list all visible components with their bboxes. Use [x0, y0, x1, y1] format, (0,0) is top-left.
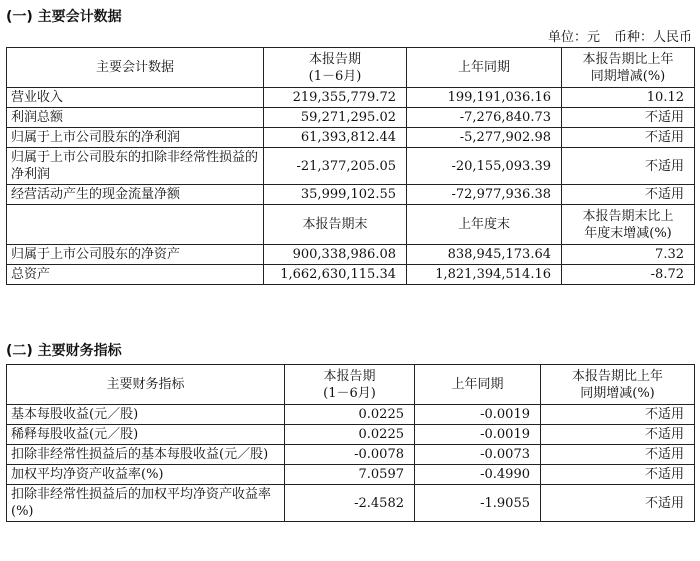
change-value: 不适用	[562, 148, 695, 185]
current-value: 35,999,102.55	[264, 185, 407, 205]
change-value: 10.12	[562, 88, 695, 108]
table-row	[7, 405, 695, 425]
row-label: 加权平均净资产收益率(%)	[7, 465, 285, 485]
current-value: 0.0225	[285, 425, 415, 445]
current-value: 1,662,630,115.34	[264, 265, 407, 285]
currency-label: 币种：人民币	[613, 30, 692, 45]
unit-currency-note	[548, 26, 692, 45]
prior-value: -72,977,936.38	[407, 185, 562, 205]
prior-value: -20,155,093.39	[407, 148, 562, 185]
table-row	[7, 108, 695, 128]
prior-value: -0.4990	[415, 465, 541, 485]
header-cell: 上年同期	[415, 365, 541, 405]
row-label: 利润总额	[7, 108, 264, 128]
change-value: 不适用	[541, 425, 695, 445]
change-value: 不适用	[541, 405, 695, 425]
header-cell: 本报告期 (1－6月)	[264, 48, 407, 88]
key-accounting-data-table	[6, 47, 695, 285]
table-row	[7, 485, 695, 522]
prior-value: -1.9055	[415, 485, 541, 522]
row-label: 稀释每股收益(元／股)	[7, 425, 285, 445]
table-row	[7, 265, 695, 285]
row-label: 归属于上市公司股东的净资产	[7, 245, 264, 265]
table-row	[7, 465, 695, 485]
header-cell: 本报告期 (1－6月)	[285, 365, 415, 405]
row-label: 扣除非经常性损益后的加权平均净资产收益率(%)	[7, 485, 285, 522]
table-row	[7, 185, 695, 205]
change-value: -8.72	[562, 265, 695, 285]
header-cell: 本报告期比上年 同期增减(%)	[562, 48, 695, 88]
header-cell: 本报告期末	[264, 205, 407, 245]
table-row	[7, 128, 695, 148]
change-value: 7.32	[562, 245, 695, 265]
change-value: 不适用	[541, 445, 695, 465]
row-label: 营业收入	[7, 88, 264, 108]
table-row	[7, 425, 695, 445]
table-header-row	[7, 48, 695, 88]
row-label: 归属于上市公司股东的扣除非经常性损益的净利润	[7, 148, 264, 185]
header-cell: 上年同期	[407, 48, 562, 88]
row-label: 总资产	[7, 265, 264, 285]
row-label: 基本每股收益(元／股)	[7, 405, 285, 425]
prior-value: 838,945,173.64	[407, 245, 562, 265]
header-cell: 主要会计数据	[7, 48, 264, 88]
current-value: 7.0597	[285, 465, 415, 485]
prior-value: -0.0019	[415, 425, 541, 445]
change-value: 不适用	[562, 128, 695, 148]
empty-header-cell	[7, 205, 264, 245]
prior-value: 199,191,036.16	[407, 88, 562, 108]
header-cell: 主要财务指标	[7, 365, 285, 405]
table-row	[7, 88, 695, 108]
prior-value: -0.0073	[415, 445, 541, 465]
change-value: 不适用	[541, 485, 695, 522]
current-value: -2.4582	[285, 485, 415, 522]
change-value: 不适用	[562, 185, 695, 205]
current-value: 219,355,779.72	[264, 88, 407, 108]
change-value: 不适用	[541, 465, 695, 485]
header-cell: 本报告期末比上 年度末增减(%)	[562, 205, 695, 245]
section-title-key-financial-indicators: (二) 主要财务指标	[6, 343, 122, 359]
table-row	[7, 445, 695, 465]
header-cell: 上年度末	[407, 205, 562, 245]
current-value: -0.0078	[285, 445, 415, 465]
prior-value: -7,276,840.73	[407, 108, 562, 128]
table-row	[7, 148, 695, 185]
row-label: 经营活动产生的现金流量净额	[7, 185, 264, 205]
section-title-key-accounting-data: (一) 主要会计数据	[6, 9, 122, 25]
row-label: 扣除非经常性损益后的基本每股收益(元／股)	[7, 445, 285, 465]
current-value: 0.0225	[285, 405, 415, 425]
key-financial-indicators-table	[6, 364, 695, 522]
header-cell: 本报告期比上年 同期增减(%)	[541, 365, 695, 405]
table-row	[7, 245, 695, 265]
current-value: -21,377,205.05	[264, 148, 407, 185]
change-value: 不适用	[562, 108, 695, 128]
row-label: 归属于上市公司股东的净利润	[7, 128, 264, 148]
current-value: 59,271,295.02	[264, 108, 407, 128]
prior-value: -5,277,902.98	[407, 128, 562, 148]
current-value: 900,338,986.08	[264, 245, 407, 265]
table-subheader-row	[7, 205, 695, 245]
prior-value: -0.0019	[415, 405, 541, 425]
prior-value: 1,821,394,514.16	[407, 265, 562, 285]
table-header-row	[7, 365, 695, 405]
current-value: 61,393,812.44	[264, 128, 407, 148]
unit-label: 单位：元	[547, 30, 600, 45]
